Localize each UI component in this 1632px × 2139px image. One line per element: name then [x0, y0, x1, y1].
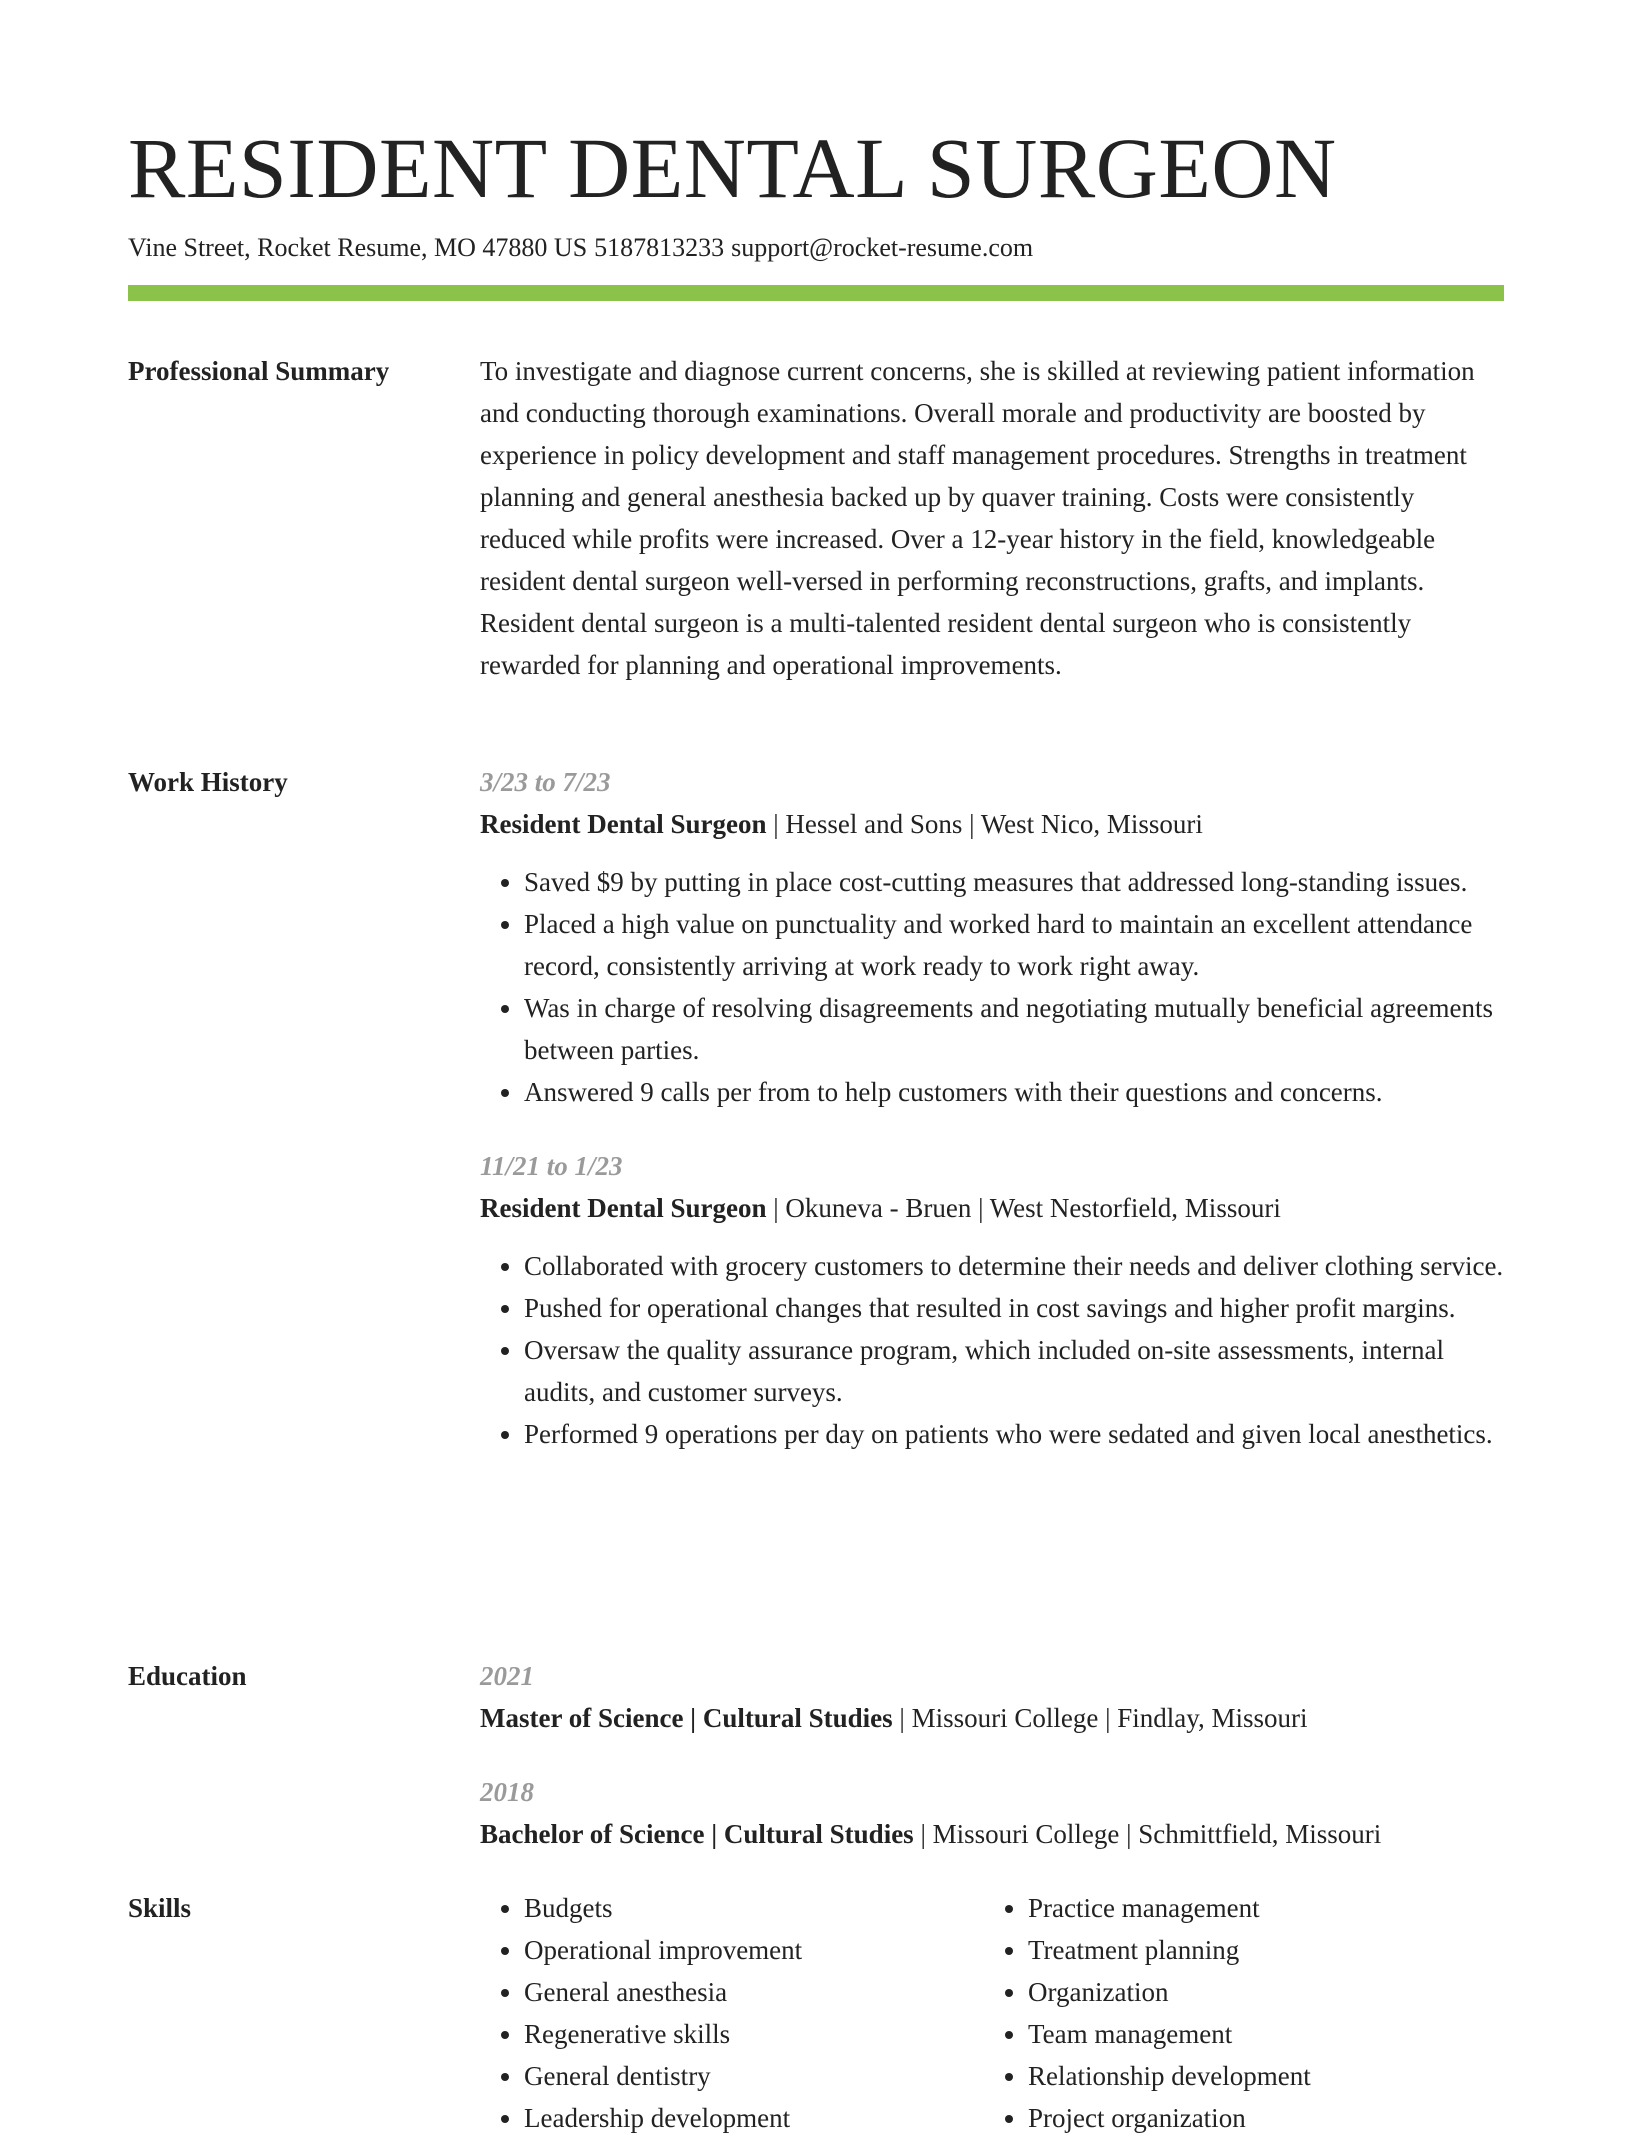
skill-item: • Project organization	[1028, 2097, 1488, 2139]
job-details: | Hessel and Sons | West Nico, Missouri	[773, 809, 1203, 839]
section-title-skills: Skills	[128, 1893, 192, 1923]
education-line	[480, 1813, 1504, 1855]
job-role: Resident Dental Surgeon	[480, 1193, 767, 1223]
education-entry	[480, 1771, 1504, 1855]
education-line	[480, 1697, 1504, 1739]
section-title-work-history: Work History	[128, 767, 288, 797]
summary-body	[480, 350, 1504, 686]
contact-address: Vine Street, Rocket Resume, MO 47880 US	[128, 233, 588, 262]
job-bullet: • Performed 9 operations per day on patients who were sedated and given local anesthetics.	[524, 1413, 1504, 1455]
skill-item: • Practice management	[1028, 1887, 1488, 1929]
job-dates: 3/23 to 7/23	[480, 767, 611, 797]
education-year: 2021	[480, 1661, 534, 1691]
contact-phone: 5187813233	[594, 233, 725, 262]
skill-item: • Leadership development	[524, 2097, 984, 2139]
job-dates: 11/21 to 1/23	[480, 1151, 623, 1181]
skill-item: • General anesthesia	[524, 1971, 984, 2013]
contact-line	[128, 230, 1033, 266]
job-entry	[480, 1145, 1504, 1455]
skill-item: • General dentistry	[524, 2055, 984, 2097]
job-bullet: • Placed a high value on punctuality and worked hard to maintain an excellent attendance record, consistently arriving at work ready to work right away.	[524, 903, 1504, 987]
education-body	[480, 1655, 1504, 1855]
job-bullet: • Oversaw the quality assurance program, which included on-site assessments, internal audits, and customer surveys.	[524, 1329, 1504, 1413]
skill-item: • Treatment planning	[1028, 1929, 1488, 1971]
resume-name: RESIDENT DENTAL SURGEON	[128, 120, 1337, 216]
job-entry	[480, 761, 1504, 1113]
skills-columns	[480, 1887, 1504, 2139]
education-entry	[480, 1655, 1504, 1739]
job-role-line	[480, 1187, 1504, 1229]
skill-item: • Regenerative skills	[524, 2013, 984, 2055]
job-bullet: • Was in charge of resolving disagreements and negotiating mutually beneficial agreements between parties.	[524, 987, 1504, 1071]
education-degree: Bachelor of Science | Cultural Studies	[480, 1819, 914, 1849]
job-details: | Okuneva - Bruen | West Nestorfield, Missouri	[773, 1193, 1281, 1223]
skill-item: • Relationship development	[1028, 2055, 1488, 2097]
job-bullets	[480, 1245, 1504, 1455]
section-title-education: Education	[128, 1661, 247, 1691]
education-details: | Missouri College | Findlay, Missouri	[899, 1703, 1308, 1733]
section-title-summary: Professional Summary	[128, 356, 390, 386]
skills-body	[480, 1887, 1504, 2139]
job-bullet: • Answered 9 calls per from to help customers with their questions and concerns.	[524, 1071, 1504, 1113]
skills-list-left	[480, 1887, 984, 2139]
job-bullet: • Saved $9 by putting in place cost-cutting measures that addressed long-standing issues.	[524, 861, 1504, 903]
summary-text: To investigate and diagnose current concerns, she is skilled at reviewing patient information and conducting thorough examinations. Overall morale and productivity are boosted by experience in policy development and staff management procedures. Strengths in treatment planning and general anesthesia backed up by quaver training. Costs were consistently reduced while profits were increased. Over a 12-year history in the field, knowledgeable resident dental surgeon well-versed in performing reconstructions, grafts, and implants. Resident dental surgeon is a multi-talented resident dental surgeon who is consistently rewarded for planning and operational improvements.	[480, 356, 1475, 680]
skill-item: • Budgets	[524, 1887, 984, 1929]
job-bullet: • Pushed for operational changes that resulted in cost savings and higher profit margins.	[524, 1287, 1504, 1329]
education-details: | Missouri College | Schmittfield, Missouri	[920, 1819, 1382, 1849]
skills-list-right	[984, 1887, 1488, 2139]
skill-item: • Organization	[1028, 1971, 1488, 2013]
education-year: 2018	[480, 1777, 534, 1807]
job-bullet: • Collaborated with grocery customers to determine their needs and deliver clothing service.	[524, 1245, 1504, 1287]
work-history-body	[480, 761, 1504, 1455]
header-divider	[128, 285, 1504, 301]
job-bullets	[480, 861, 1504, 1113]
education-degree: Master of Science | Cultural Studies	[480, 1703, 893, 1733]
job-role: Resident Dental Surgeon	[480, 809, 767, 839]
skill-item: • Team management	[1028, 2013, 1488, 2055]
job-role-line	[480, 803, 1504, 845]
skill-item: • Operational improvement	[524, 1929, 984, 1971]
contact-email[interactable]: support@rocket-resume.com	[731, 233, 1034, 262]
